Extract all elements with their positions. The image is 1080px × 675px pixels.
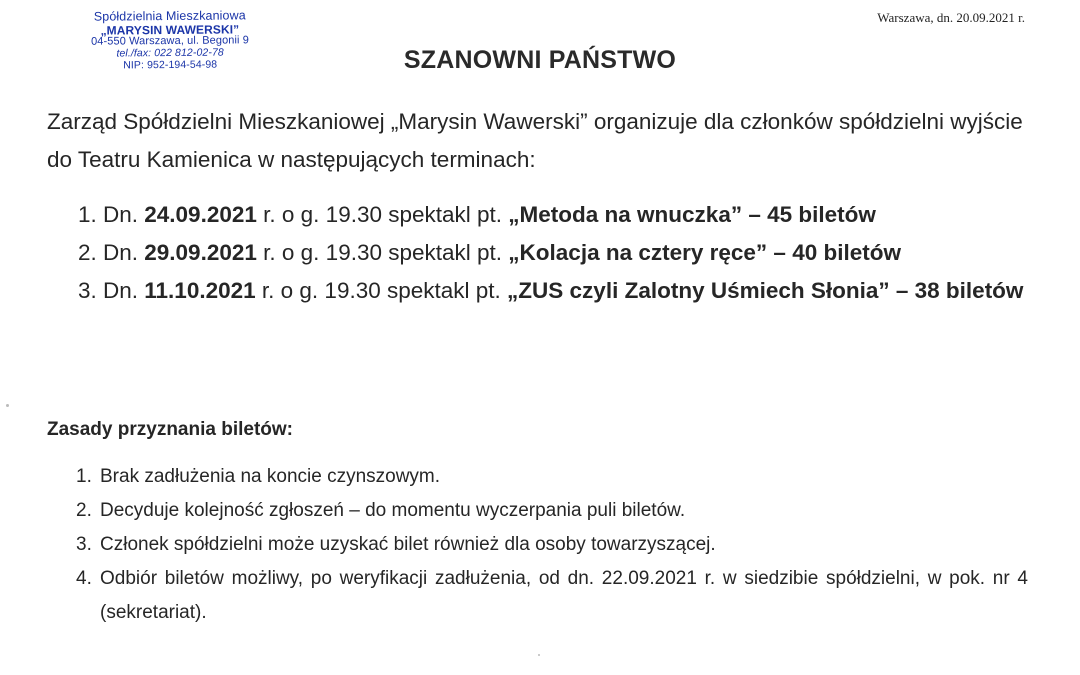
- rule-number: 3.: [76, 534, 92, 555]
- event-text: [103, 272, 1038, 310]
- event-date: 11.10.2021: [144, 278, 256, 303]
- page-title: SZANOWNI PAŃSTWO: [403, 46, 677, 74]
- rule-item: [76, 494, 1028, 528]
- rule-number: 1.: [76, 466, 92, 487]
- rules-list: [76, 460, 1028, 630]
- rule-text: Odbiór biletów możliwy, po weryfikacji zadłużenia, od dn. 22.09.2021 r. w siedzibie spółdzielni, w pok. nr 4 (sekretariat).: [100, 568, 1028, 623]
- event-number: 1.: [78, 202, 97, 227]
- intro-paragraph: Zarząd Spółdzielni Mieszkaniowej „Marysin Wawerski” organizuje dla członków spółdzielni wyjście do Teatru Kamienica w następujących terminach:: [47, 109, 1023, 172]
- rule-text: Członek spółdzielni może uzyskać bilet również dla osoby towarzyszącej.: [100, 534, 716, 555]
- event-text: [103, 196, 1038, 234]
- rules-heading: Zasady przyznania biletów:: [47, 419, 293, 440]
- event-number: 3.: [78, 278, 97, 303]
- event-number: 2.: [78, 240, 97, 265]
- document-date: Warszawa, dn. 20.09.2021 r.: [877, 10, 1025, 25]
- event-item: [78, 234, 1038, 272]
- stamp-brand: „MARYSIN WAWERSKI”: [100, 21, 240, 38]
- stamp-nip: NIP: 952-194-54-98: [123, 58, 218, 72]
- event-middle: r. o g. 19.30 spektakl pt.: [256, 202, 509, 227]
- event-show: „Metoda na wnuczka” – 45 biletów: [508, 202, 876, 227]
- event-show: „Kolacja na cztery ręce” – 40 biletów: [508, 240, 901, 265]
- event-item: [78, 272, 1038, 310]
- stamp-address: 04-550 Warszawa, ul. Begonii 9: [91, 34, 250, 49]
- rule-number: 2.: [76, 500, 92, 521]
- rule-number: 4.: [76, 568, 92, 589]
- event-list: [78, 196, 1038, 310]
- rule-item: [76, 528, 1028, 562]
- rule-text: Brak zadłużenia na koncie czynszowym.: [100, 466, 441, 487]
- rule-item: [76, 460, 1028, 494]
- stamp-phone: tel./fax: 022 812-02-78: [116, 46, 224, 60]
- event-middle: r. o g. 19.30 spektakl pt.: [256, 240, 509, 265]
- rule-text: Decyduje kolejność zgłoszeń – do momentu wyczerpania puli biletów.: [100, 500, 686, 521]
- scan-speck: [538, 654, 540, 656]
- event-text: [103, 234, 1038, 272]
- event-item: [78, 196, 1038, 234]
- rule-item: [76, 562, 1028, 630]
- event-show: „ZUS czyli Zalotny Uśmiech Słonia” – 38 biletów: [507, 278, 1024, 303]
- event-date: 29.09.2021: [144, 240, 257, 265]
- event-middle: r. o g. 19.30 spektakl pt.: [255, 278, 508, 303]
- event-prefix: Dn.: [103, 278, 145, 303]
- stamp-name: Spółdzielnia Mieszkaniowa: [93, 8, 246, 24]
- event-prefix: Dn.: [103, 240, 145, 265]
- scan-speck: [6, 404, 9, 407]
- event-date: 24.09.2021: [144, 202, 257, 227]
- event-prefix: Dn.: [103, 202, 145, 227]
